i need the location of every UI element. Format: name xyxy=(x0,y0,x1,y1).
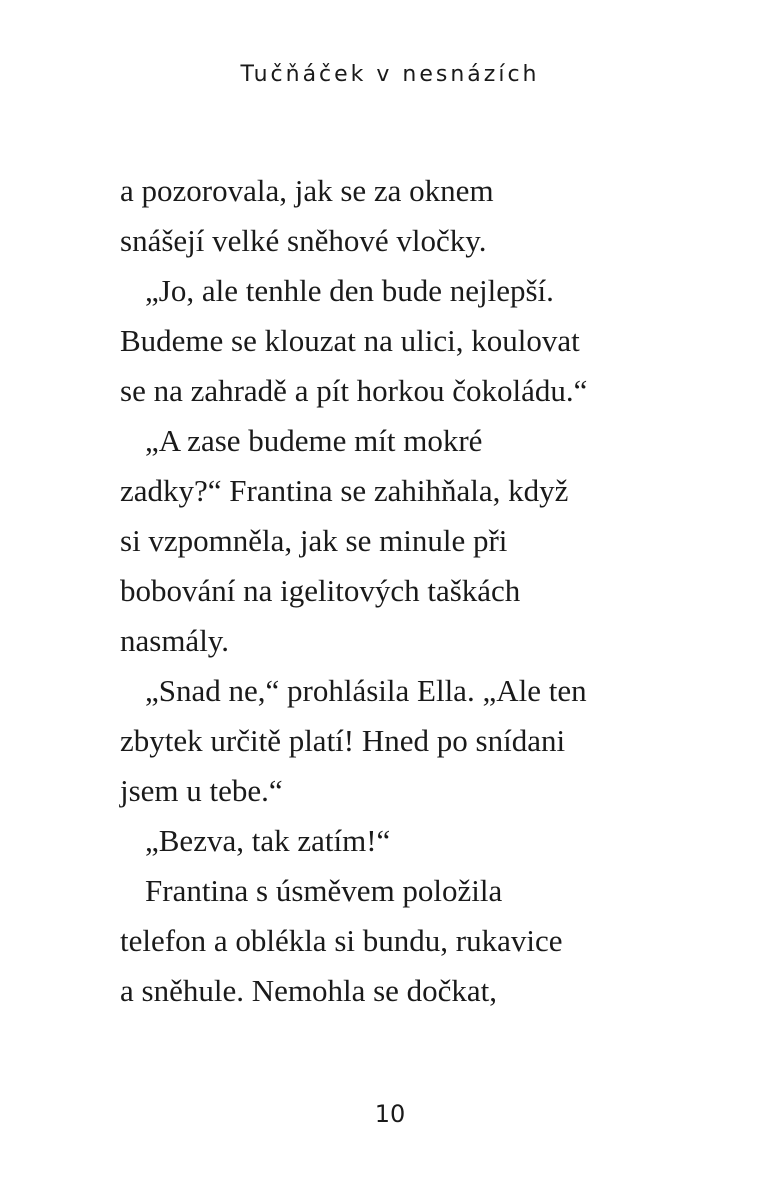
text-line: Frantina s úsměvem položila xyxy=(145,873,503,908)
text-line: „Bezva, tak zatím!“ xyxy=(145,823,391,858)
text-line: a pozorovala, jak se za oknem xyxy=(120,173,494,208)
text-line: telefon a oblékla si bundu, rukavice xyxy=(120,923,563,958)
text-line: jsem u tebe.“ xyxy=(120,773,283,808)
text-line: snášejí velké sněhové vločky. xyxy=(120,223,487,258)
text-line: bobování na igelitových taškách xyxy=(120,573,521,608)
text-line: „Snad ne,“ prohlásila Ella. „Ale ten xyxy=(145,673,587,708)
text-line: zadky?“ Frantina se zahihňala, když xyxy=(120,473,569,508)
text-line: se na zahradě a pít horkou čokoládu.“ xyxy=(120,373,588,408)
text-line: nasmály. xyxy=(120,623,230,658)
body-text xyxy=(120,166,650,1016)
text-line: a sněhule. Nemohla se dočkat, xyxy=(120,973,498,1008)
text-line: Budeme se klouzat na ulici, koulovat xyxy=(120,323,580,358)
page-number: 10 xyxy=(374,1100,406,1128)
text-line: zbytek určitě platí! Hned po snídani xyxy=(120,723,566,758)
text-line: si vzpomněla, jak se minule při xyxy=(120,523,508,558)
text-line: „Jo, ale tenhle den bude nejlepší. xyxy=(145,273,554,308)
text-line: „A zase budeme mít mokré xyxy=(145,423,483,458)
running-header: Tučňáček v nesnázích xyxy=(240,62,540,87)
